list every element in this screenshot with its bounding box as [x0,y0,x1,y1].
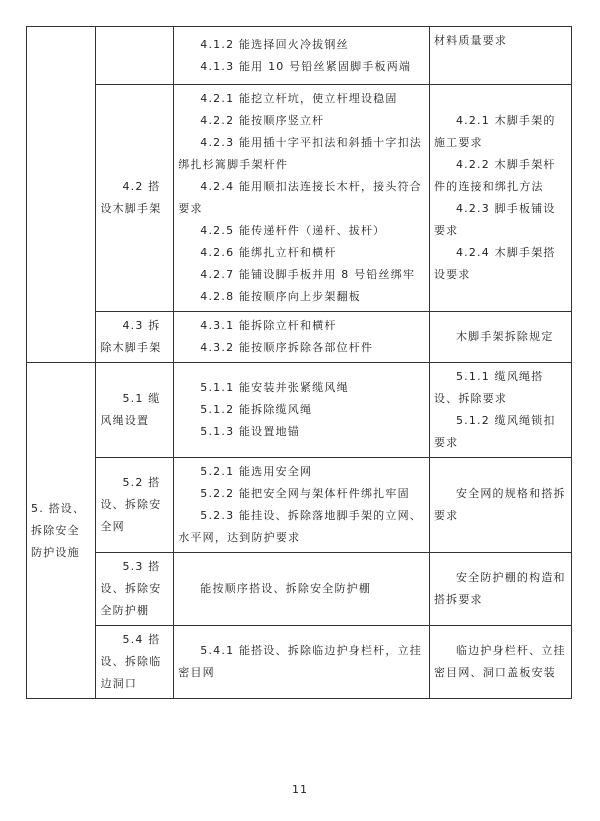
knowledge-cell [429,458,571,553]
sub-cell [96,27,174,85]
sub-label: 5.2 搭设、拆除安全网 [100,476,162,533]
sub-cell [96,363,174,458]
sub-label: 5.1 缆风绳设置 [100,392,161,427]
sub-cell [96,553,174,626]
knowledge-item: 5.1.1 缆风绳搭设、拆除要求 [433,370,544,405]
skill-item: 4.2.3 能用插十字平扣法和斜插十字扣法绑扎杉篙脚手架杆件 [178,136,422,171]
skills-cell [174,626,430,699]
skill-item: 4.2.4 能用顺扣法连接长木杆，接头符合要求 [178,180,422,215]
skill-item: 4.2.6 能绑扎立杆和横杆 [200,246,337,259]
skill-item: 4.1.3 能用 10 号铅丝紧固脚手板两端 [200,59,412,73]
unit-cell-4 [27,27,96,363]
table-row [27,626,572,699]
sub-label: 4.3 拆除木脚手架 [100,319,162,354]
skill-item: 4.3.1 能拆除立杆和横杆 [200,319,337,332]
page-number: 11 [292,783,308,796]
skill-item: 4.2.5 能传递杆件（递杆、拔杆） [200,224,386,237]
sub-cell [96,312,174,363]
sub-cell [96,626,174,699]
table-row [27,458,572,553]
skills-cell [174,458,430,553]
skill-item: 4.3.2 能按顺序拆除各部位杆件 [200,341,374,354]
knowledge-item: 临边护身栏杆、立挂密目网、洞口盖板安装 [433,644,566,679]
sub-cell [96,458,174,553]
sub-label: 5.3 搭设、拆除安全防护棚 [100,560,162,617]
knowledge-cell [429,626,571,699]
table-row [27,553,572,626]
knowledge-item: 4.2.4 木脚手架搭设要求 [433,246,556,281]
competency-table [26,26,572,699]
skill-item: 4.2.1 能挖立杆坑，使立杆埋设稳固 [200,92,398,105]
skill-item: 5.4.1 能搭设、拆除临边护身栏杆，立挂密目网 [178,644,422,679]
skill-item: 4.2.2 能按顺序竖立杆 [200,114,325,127]
skills-cell [174,85,430,312]
knowledge-cell [429,553,571,626]
knowledge-item: 4.2.3 脚手板铺设要求 [433,202,556,237]
knowledge-item: 安全网的规格和搭拆要求 [433,487,566,522]
sub-cell [96,85,174,312]
skills-cell [174,27,430,85]
skills-cell [174,363,430,458]
knowledge-cell [429,85,571,312]
table-row [27,363,572,458]
knowledge-item: 木脚手架拆除规定 [455,330,554,343]
sub-label: 5.4 搭设、拆除临边洞口 [100,633,162,690]
knowledge-item: 5.1.2 缆风绳锁扣要求 [433,414,556,449]
skill-item: 5.1.1 能安装并张紧缆风绳 [200,381,349,394]
skills-cell [174,312,430,363]
skill-item: 5.1.2 能拆除缆风绳 [200,403,313,416]
skill-item: 5.2.3 能挂设、拆除落地脚手架的立网、水平网，达到防护要求 [178,509,422,544]
skill-item: 能按顺序搭设、拆除安全防护棚 [200,582,372,595]
skill-item: 4.1.2 能选择回火冷拔钢丝 [200,37,349,51]
table-row [27,312,572,363]
knowledge-item: 4.2.2 木脚手架杆件的连接和绑扎方法 [433,158,556,193]
knowledge-cell [429,363,571,458]
skill-item: 5.1.3 能设置地锚 [200,425,300,438]
skill-item: 5.2.2 能把安全网与架体杆件绑扎牢固 [200,487,410,500]
knowledge-item: 材料质量要求 [433,34,508,47]
unit-label: 5. 搭设、拆除安全防护设施 [31,501,86,559]
unit-cell-5 [27,363,96,699]
knowledge-item: 4.2.1 木脚手架的施工要求 [433,114,556,149]
knowledge-cell [429,312,571,363]
table-row [27,85,572,312]
table-row [27,27,572,85]
knowledge-cell [429,27,571,85]
skill-item: 4.2.7 能铺设脚手板并用 8 号铅丝绑牢 [200,268,416,281]
skills-cell [174,553,430,626]
knowledge-item: 安全防护棚的构造和搭拆要求 [433,571,566,606]
skill-item: 5.2.1 能选用安全网 [200,465,313,478]
skill-item: 4.2.8 能按顺序向上步架翻板 [200,290,361,303]
sub-label: 4.2 搭设木脚手架 [100,180,162,215]
